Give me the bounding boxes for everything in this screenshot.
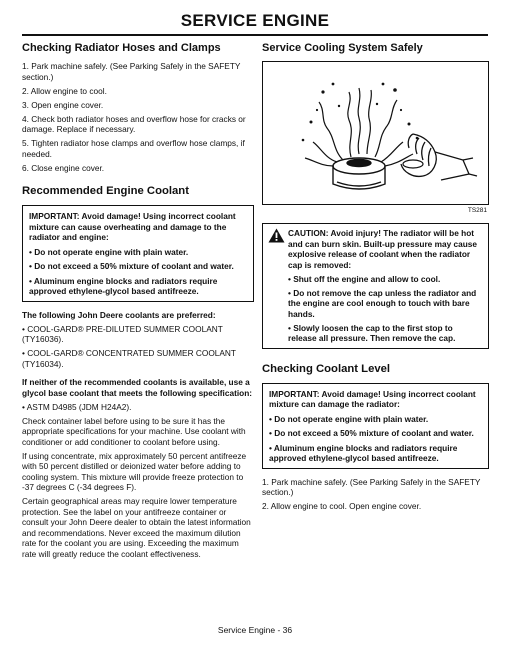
level-step: 1. Park machine safely. (See Parking Safely in the SAFETY section.) xyxy=(262,476,481,497)
important-item: • Do not exceed a 50% mixture of coolant and water. xyxy=(269,428,474,438)
caution-text: CAUTION: Avoid injury! The radiator will be hot and can burn skin. Built-up pressure may cause explosive release of coolant when the radiator cap is removed: xyxy=(288,228,478,270)
preferred-intro: The following John Deere coolants are preferred: xyxy=(22,309,216,320)
radiator-cap-steam-icon xyxy=(263,62,488,204)
warning-triangle-icon xyxy=(268,228,285,243)
radiator-steam-illustration xyxy=(262,61,489,205)
coolant-heading: Recommended Engine Coolant xyxy=(22,185,189,197)
important-item: • Do not operate engine with plain water. xyxy=(29,246,189,257)
radiator-step: 6. Close engine cover. xyxy=(22,162,105,173)
important-text: IMPORTANT: Avoid damage! Using incorrect coolant mixture can cause overheating and damage to the radiator and engine: xyxy=(29,211,236,242)
important-item: • Do not exceed a 50% mixture of coolant and water. xyxy=(29,261,234,271)
radiator-step: 3. Open engine cover. xyxy=(22,99,104,110)
caution-item: • Shut off the engine and allow to cool. xyxy=(288,273,441,284)
body-paragraph: If using concentrate, mix approximately 50 percent antifreeze with 50 percent distilled or deionized water before adding to cooling system. This mixture will provide freeze protection to -37 degrees C (-34 degrees F). xyxy=(22,450,247,492)
level-step: 2. Allow engine to cool. Open engine cover. xyxy=(262,501,422,511)
important-text: IMPORTANT: Avoid damage! Using incorrect coolant mixture can damage the radiator: xyxy=(269,388,476,409)
right-column xyxy=(262,42,489,515)
page-title: SERVICE ENGINE xyxy=(180,11,330,30)
caution-item: • Do not remove the cap unless the radiator and the engine are cool enough to touch with bare hands. xyxy=(288,287,477,319)
figure-code: TS281 xyxy=(467,207,487,214)
radiator-heading: Checking Radiator Hoses and Clamps xyxy=(22,42,221,54)
title-rule xyxy=(22,34,488,36)
caution-item: • Slowly loosen the cap to the first stop to release all pressure. Then remove the cap. xyxy=(288,322,456,343)
important-box-right xyxy=(262,383,489,469)
astm-item: • ASTM D4985 (JDM H24A2). xyxy=(22,401,132,412)
radiator-step: 5. Tighten radiator hose clamps and overflow hose clamps, if needed. xyxy=(22,138,245,159)
left-column xyxy=(22,42,254,563)
important-item: • Aluminum engine blocks and radiators require approved ethylene-glycol based antifreeze. xyxy=(269,442,458,463)
preferred-item: • COOL-GARD® PRE-DILUTED SUMMER COOLANT (TY16036). xyxy=(22,323,223,344)
caution-box xyxy=(262,223,489,349)
radiator-step: 1. Park machine safely. (See Parking Safely in the SAFETY section.) xyxy=(22,61,241,82)
body-paragraph: Check container label before using to be sure it has the appropriate specifications for your machine. Use coolant with conditioner or add conditioner to coolant before using. xyxy=(22,415,246,447)
coolant-level-heading: Checking Coolant Level xyxy=(262,362,391,375)
important-item: • Aluminum engine blocks and radiators require approved ethylene-glycol based antifreeze. xyxy=(29,275,218,296)
preferred-item: • COOL-GARD® CONCENTRATED SUMMER COOLANT (TY16034). xyxy=(22,348,236,369)
page-footer: Service Engine - 36 xyxy=(217,625,293,635)
important-item: • Do not operate engine with plain water. xyxy=(269,413,429,424)
cooling-heading: Service Cooling System Safely xyxy=(262,42,423,54)
important-box-left xyxy=(22,205,254,302)
radiator-step: 4. Check both radiator hoses and overflow hose for cracks or damage. Replace if necessary. xyxy=(22,113,246,134)
glycol-note: If neither of the recommended coolants is available, use a glycol base coolant that meets the following specification: xyxy=(22,377,253,398)
body-paragraph: Certain geographical areas may require lower temperature protection. See the label on your antifreeze container or consult your John Deere dealer to obtain the latest information and recommendations. Never exceed the maximum dilution rate for the coolant you are using. Exceeding the maximum rate will greatly reduce the coolant effectiveness. xyxy=(22,496,251,559)
radiator-step: 2. Allow engine to cool. xyxy=(22,85,107,96)
